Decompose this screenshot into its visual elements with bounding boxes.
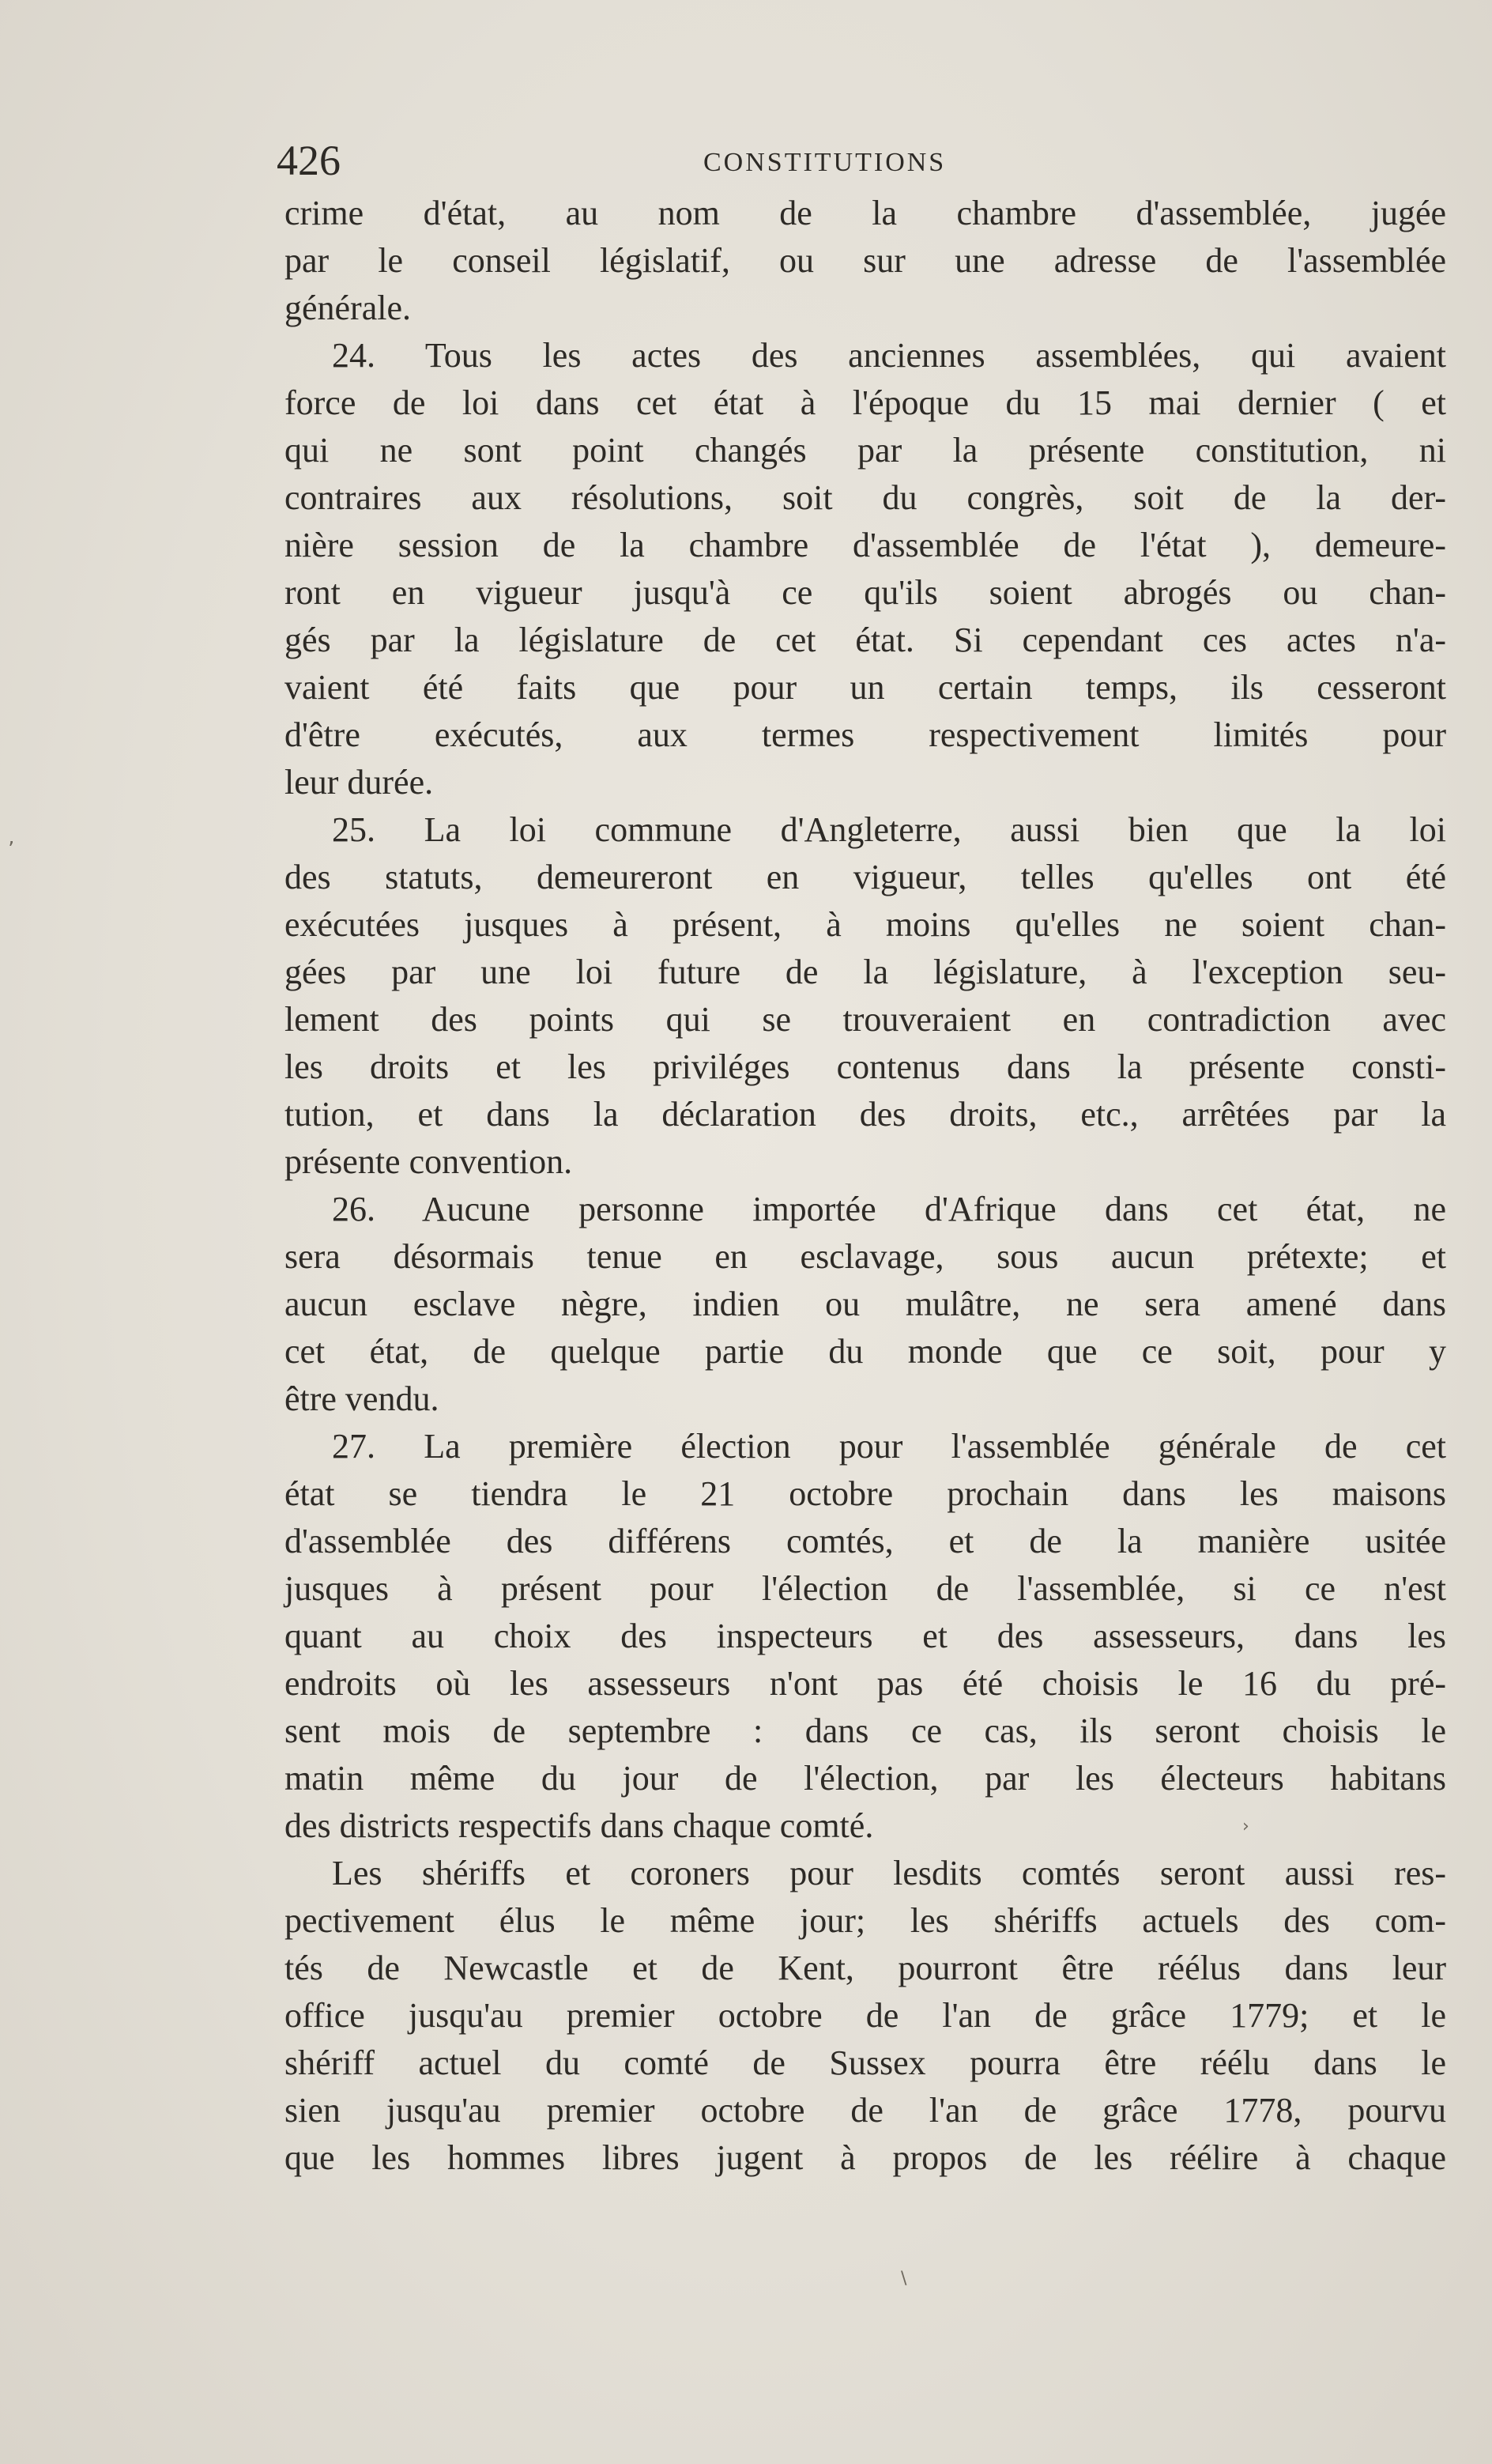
text-line: pectivement élus le même jour; les shériffs actuels des com- bbox=[284, 1901, 1446, 1940]
article-25-first-line: 25. La loi commune d'Angleterre, aussi bien que la loi bbox=[332, 810, 1446, 849]
text-line: matin même du jour de l'élection, par les électeurs habitans bbox=[284, 1759, 1446, 1798]
running-title: CONSTITUTIONS bbox=[703, 148, 947, 177]
text-line: lement des points qui se trouveraient en contradiction avec bbox=[284, 1000, 1446, 1039]
text-line: leur durée. bbox=[284, 763, 434, 802]
page-header bbox=[277, 133, 1454, 188]
article-24-first-line: 24. Tous les actes des anciennes assemblées, qui avaient bbox=[332, 336, 1446, 375]
text-line: aucun esclave nègre, indien ou mulâtre, ne sera amené dans bbox=[284, 1285, 1446, 1323]
text-line: endroits où les assesseurs n'ont pas été choisis le 16 du pré- bbox=[284, 1664, 1446, 1703]
paper-speck: › bbox=[1242, 1817, 1249, 1836]
article-26-first-line: 26. Aucune personne importée d'Afrique dans cet état, ne bbox=[332, 1190, 1446, 1228]
text-line: ront en vigueur jusqu'à ce qu'ils soient abrogés ou chan- bbox=[284, 573, 1446, 612]
text-line: tution, et dans la déclaration des droits, etc., arrêtées par la bbox=[284, 1095, 1446, 1134]
text-line: état se tiendra le 21 octobre prochain dans les maisons bbox=[284, 1474, 1446, 1513]
text-line: jusques à présent pour l'élection de l'assemblée, si ce n'est bbox=[284, 1569, 1446, 1608]
text-line: gés par la législature de cet état. Si cependant ces actes n'a- bbox=[284, 621, 1446, 659]
text-line: shériff actuel du comté de Sussex pourra être réélu dans le bbox=[284, 2043, 1446, 2082]
page-number: 426 bbox=[277, 137, 341, 184]
paper-speck: ʼ bbox=[8, 838, 15, 862]
text-line: cet état, de quelque partie du monde que ce soit, pour y bbox=[284, 1332, 1446, 1371]
text-line: présente convention. bbox=[284, 1142, 573, 1181]
text-line: sien jusqu'au premier octobre de l'an de grâce 1778, pourvu bbox=[284, 2091, 1446, 2130]
text-line: exécutées jusques à présent, à moins qu'elles ne soient chan- bbox=[284, 905, 1446, 944]
text-line: les droits et les priviléges contenus dans la présente consti- bbox=[284, 1047, 1446, 1086]
paper-speck: \ bbox=[901, 2269, 907, 2289]
body-text bbox=[284, 190, 1446, 2182]
text-line: que les hommes libres jugent à propos de les réélire à chaque bbox=[284, 2138, 1446, 2177]
text-line: nière session de la chambre d'assemblée de l'état ), demeure- bbox=[284, 526, 1446, 564]
text-line: être vendu. bbox=[284, 1379, 439, 1418]
text-line: quant au choix des inspecteurs et des assesseurs, dans les bbox=[284, 1617, 1446, 1655]
text-line: par le conseil législatif, ou sur une adresse de l'assemblée bbox=[284, 241, 1446, 280]
text-line: d'être exécutés, aux termes respectivement limités pour bbox=[284, 715, 1446, 754]
text-line: des districts respectifs dans chaque comté. bbox=[284, 1806, 874, 1845]
text-line: contraires aux résolutions, soit du congrès, soit de la der- bbox=[284, 478, 1446, 517]
paragraph-first-line: Les shériffs et coroners pour lesdits comtés seront aussi res- bbox=[332, 1854, 1446, 1892]
text-line: des statuts, demeureront en vigueur, telles qu'elles ont été bbox=[284, 858, 1446, 896]
text-line: vaient été faits que pour un certain temps, ils cesseront bbox=[284, 668, 1446, 707]
text-line: force de loi dans cet état à l'époque du 15 mai dernier ( et bbox=[284, 383, 1446, 422]
text-line: générale. bbox=[284, 289, 411, 327]
text-line: gées par une loi future de la législature, à l'exception seu- bbox=[284, 953, 1446, 991]
text-line: office jusqu'au premier octobre de l'an de grâce 1779; et le bbox=[284, 1996, 1446, 2035]
text-line: d'assemblée des différens comtés, et de la manière usitée bbox=[284, 1522, 1446, 1560]
text-line: sent mois de septembre : dans ce cas, ils seront choisis le bbox=[284, 1711, 1446, 1750]
text-line: tés de Newcastle et de Kent, pourront être réélus dans leur bbox=[284, 1949, 1446, 1987]
article-27-first-line: 27. La première élection pour l'assemblée générale de cet bbox=[332, 1427, 1446, 1466]
text-line: crime d'état, au nom de la chambre d'assemblée, jugée bbox=[284, 194, 1446, 232]
text-line: sera désormais tenue en esclavage, sous aucun prétexte; et bbox=[284, 1237, 1446, 1276]
text-line: qui ne sont point changés par la présente constitution, ni bbox=[284, 431, 1446, 470]
